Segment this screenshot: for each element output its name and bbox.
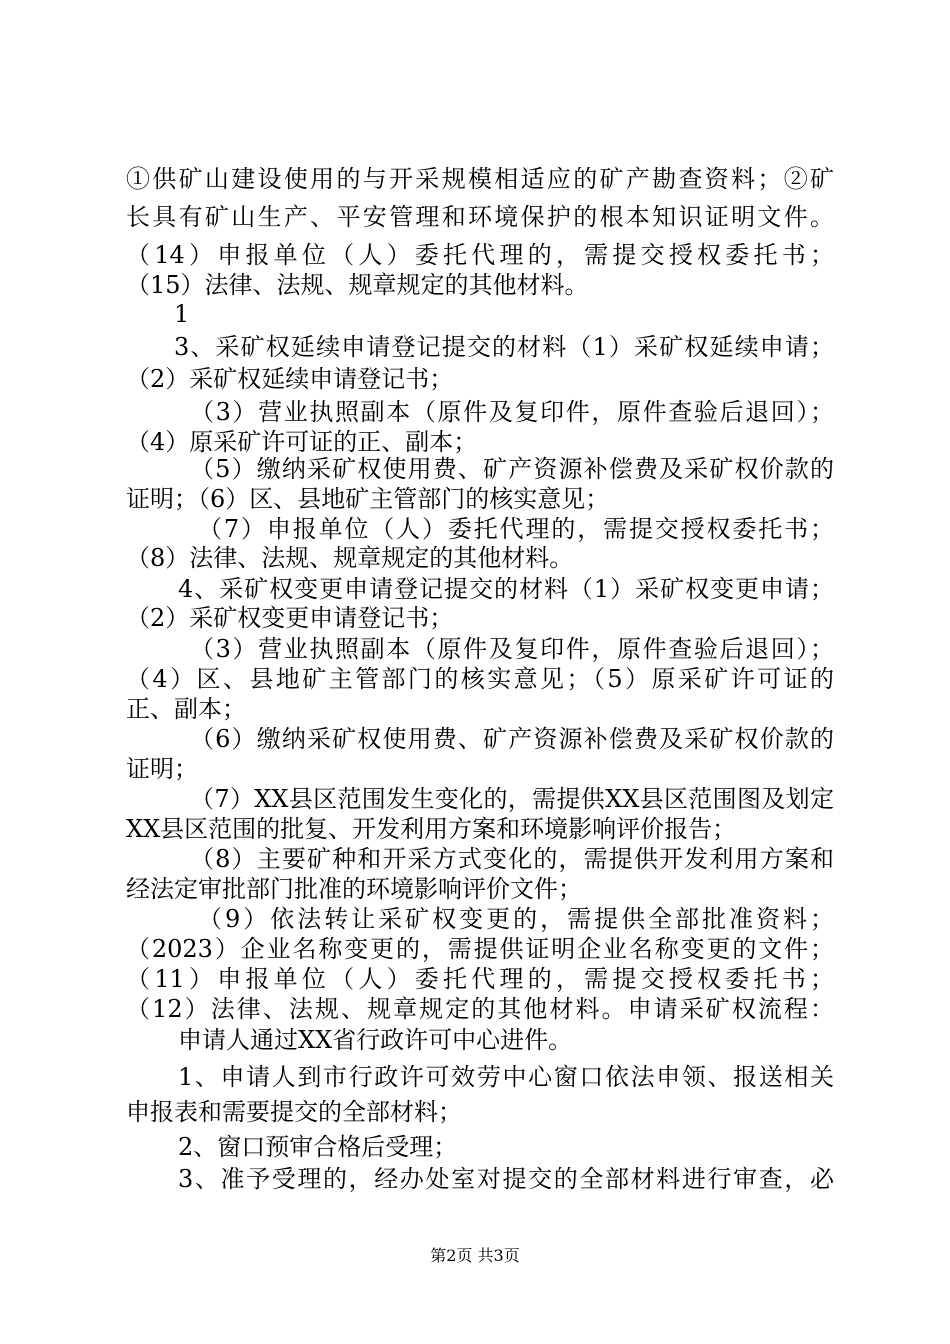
- text-line: 3、采矿权延续申请登记提交的材料（1）采矿权延续申请；: [174, 333, 834, 361]
- text-line: 长具有矿山生产、平安管理和环境保护的根本知识证明文件。: [126, 203, 834, 231]
- text-line: 4、采矿权变更申请登记提交的材料（1）采矿权变更申请；: [178, 575, 834, 603]
- text-line: （2）采矿权变更申请登记书；: [126, 604, 454, 632]
- text-line: （2）采矿权延续申请登记书；: [126, 365, 454, 393]
- text-line: （3）营业执照副本（原件及复印件，原件查验后退回）；: [190, 635, 834, 663]
- text-line: 证明；（6）区、县地矿主管部门的核实意见；: [126, 485, 610, 513]
- text-line: 3、准予受理的，经办处室对提交的全部材料进行审查，必: [178, 1165, 834, 1193]
- text-line: 经法定审批部门批准的环境影响评价文件；: [126, 875, 582, 903]
- text-line: （14）申报单位（人）委托代理的，需提交授权委托书；: [126, 241, 834, 269]
- text-line: （4）区、县地矿主管部门的核实意见；（5）原采矿许可证的: [126, 665, 834, 693]
- text-line: （6）缴纳采矿权使用费、矿产资源补偿费及采矿权价款的: [190, 725, 834, 753]
- text-line: 证明；: [126, 755, 198, 783]
- text-line: （2023）企业名称变更的，需提供证明企业名称变更的文件；: [126, 935, 834, 963]
- text-line: 正、副本；: [126, 695, 246, 723]
- text-line: 2、窗口预审合格后受理；: [178, 1133, 458, 1161]
- page-footer: 第2页 共3页: [430, 1246, 520, 1265]
- text-line: （8）主要矿种和开采方式变化的，需提供开发利用方案和: [190, 845, 834, 873]
- text-line: 1: [174, 300, 190, 328]
- text-line: （12）法律、法规、规章规定的其他材料。申请采矿权流程：: [126, 995, 834, 1023]
- text-line: （3）营业执照副本（原件及复印件，原件查验后退回）；: [190, 398, 834, 426]
- text-line: （4）原采矿许可证的正、副本；: [126, 428, 478, 456]
- text-line: ①供矿山建设使用的与开采规模相适应的矿产勘查资料；②矿: [126, 165, 834, 193]
- text-line: （5）缴纳采矿权使用费、矿产资源补偿费及采矿权价款的: [190, 455, 834, 483]
- text-line: 1、申请人到市行政许可效劳中心窗口依法申领、报送相关: [178, 1063, 834, 1091]
- text-line: （11）申报单位（人）委托代理的，需提交授权委托书；: [126, 965, 834, 993]
- text-line: 申报表和需要提交的全部材料；: [126, 1098, 462, 1126]
- text-line: （7）申报单位（人）委托代理的，需提交授权委托书；: [198, 515, 834, 543]
- text-line: XX县区范围的批复、开发利用方案和环境影响评价报告；: [126, 815, 737, 843]
- text-line: （9）依法转让采矿权变更的，需提供全部批准资料；: [198, 905, 834, 933]
- text-line: 申请人通过XX省行政许可中心进件。: [178, 1026, 573, 1054]
- text-line: （15）法律、法规、规章规定的其他材料。: [126, 271, 589, 299]
- text-line: （8）法律、法规、规章规定的其他材料。: [126, 544, 574, 572]
- text-line: （7）XX县区范围发生变化的，需提供XX县区范围图及划定: [190, 785, 834, 813]
